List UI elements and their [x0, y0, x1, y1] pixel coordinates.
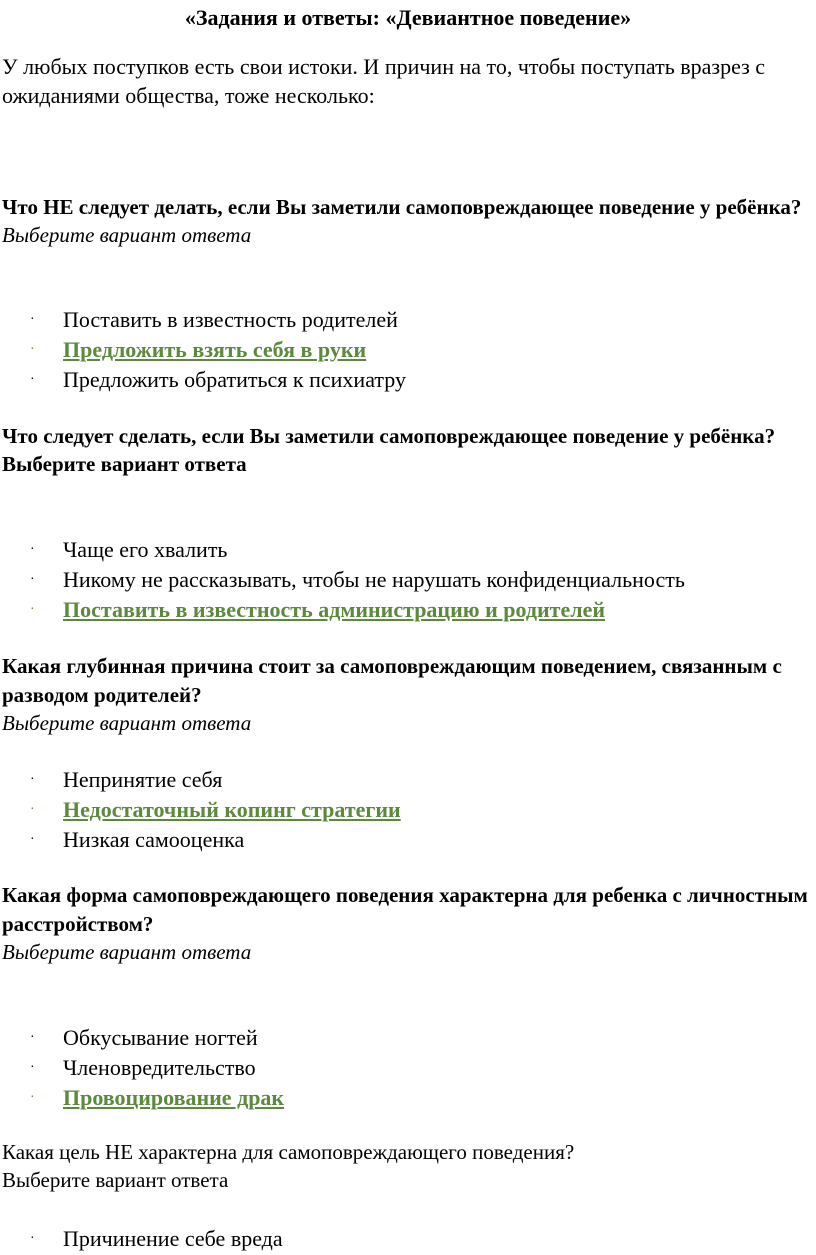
answer-option[interactable]	[0, 1023, 816, 1053]
answer-option[interactable]	[0, 305, 816, 335]
answer-hint: Выберите вариант ответа	[2, 940, 252, 964]
question-text: Какая цель НЕ характерна для самоповреждающего поведения?	[2, 1140, 575, 1164]
question-block-4	[2, 881, 812, 966]
option-text: Недостаточный копинг стратегии	[63, 797, 401, 822]
option-text: Обкусывание ногтей	[63, 1025, 258, 1050]
question-text: Какая глубинная причина стоит за самоповреждающим поведением, связанным с разводом родителей?	[2, 654, 782, 707]
answer-option[interactable]	[0, 565, 816, 595]
option-text: Провоцирование драк	[63, 1085, 285, 1110]
bullet-marker: ·	[30, 1231, 35, 1246]
option-text: Никому не рассказывать, чтобы не нарушать конфиденциальность	[63, 567, 685, 592]
option-text: Причинение себе вреда	[63, 1226, 283, 1251]
question-block-3	[2, 652, 812, 737]
answer-option[interactable]	[0, 365, 816, 395]
option-text: Чаще его хвалить	[63, 537, 228, 562]
option-text: Поставить в известность родителей	[63, 307, 398, 332]
options-list-1	[0, 305, 816, 395]
bullet-marker: ·	[30, 832, 35, 847]
option-text: Низкая самооценка	[63, 827, 245, 852]
document-title: «Задания и ответы: «Девиантное поведение»	[184, 5, 632, 30]
bullet-marker: ·	[30, 602, 35, 617]
answer-option[interactable]	[0, 1053, 816, 1083]
answer-option-correct[interactable]	[0, 795, 816, 825]
bullet-marker: ·	[30, 572, 35, 587]
answer-option[interactable]	[0, 825, 816, 855]
answer-hint: Выберите вариант ответа	[2, 711, 252, 735]
options-list-3	[0, 765, 816, 855]
bullet-marker: ·	[30, 772, 35, 787]
options-list-2	[0, 535, 816, 625]
options-list-5	[0, 1224, 816, 1254]
question-block-2	[2, 422, 812, 478]
bullet-marker: ·	[30, 542, 35, 557]
bullet-marker: ·	[30, 342, 35, 357]
option-text: Поставить в известность администрацию и родителей	[63, 597, 606, 622]
answer-option[interactable]	[0, 535, 816, 565]
bullet-marker: ·	[30, 802, 35, 817]
question-block-1	[2, 193, 812, 249]
option-text: Предложить обратиться к психиатру	[63, 367, 406, 392]
option-text: Членовредительство	[63, 1055, 256, 1080]
bullet-marker: ·	[30, 1060, 35, 1075]
bullet-marker: ·	[30, 312, 35, 327]
answer-hint: Выберите вариант ответа	[2, 1168, 229, 1192]
bullet-marker: ·	[30, 1090, 35, 1105]
answer-hint: Выберите вариант ответа	[2, 452, 247, 476]
question-text: Что НЕ следует делать, если Вы заметили самоповреждающее поведение у ребёнка?	[2, 195, 802, 219]
answer-option-correct[interactable]	[0, 595, 816, 625]
options-list-4	[0, 1023, 816, 1113]
answer-option-correct[interactable]	[0, 1083, 816, 1113]
question-text: Какая форма самоповреждающего поведения характерна для ребенка с личностным расстройством?	[2, 883, 808, 936]
bullet-marker: ·	[30, 372, 35, 387]
bullet-marker: ·	[30, 1030, 35, 1045]
answer-option[interactable]	[0, 1224, 816, 1254]
answer-hint: Выберите вариант ответа	[2, 223, 252, 247]
intro-paragraph: У любых поступков есть свои истоки. И причин на то, чтобы поступать вразрез с ожиданиями общества, тоже несколько:	[2, 54, 766, 108]
option-text: Непринятие себя	[63, 767, 223, 792]
option-text: Предложить взять себя в руки	[63, 337, 367, 362]
question-text: Что следует сделать, если Вы заметили самоповреждающее поведение у ребёнка?	[2, 424, 776, 448]
question-block-5	[2, 1138, 812, 1194]
answer-option[interactable]	[0, 765, 816, 795]
answer-option-correct[interactable]	[0, 335, 816, 365]
